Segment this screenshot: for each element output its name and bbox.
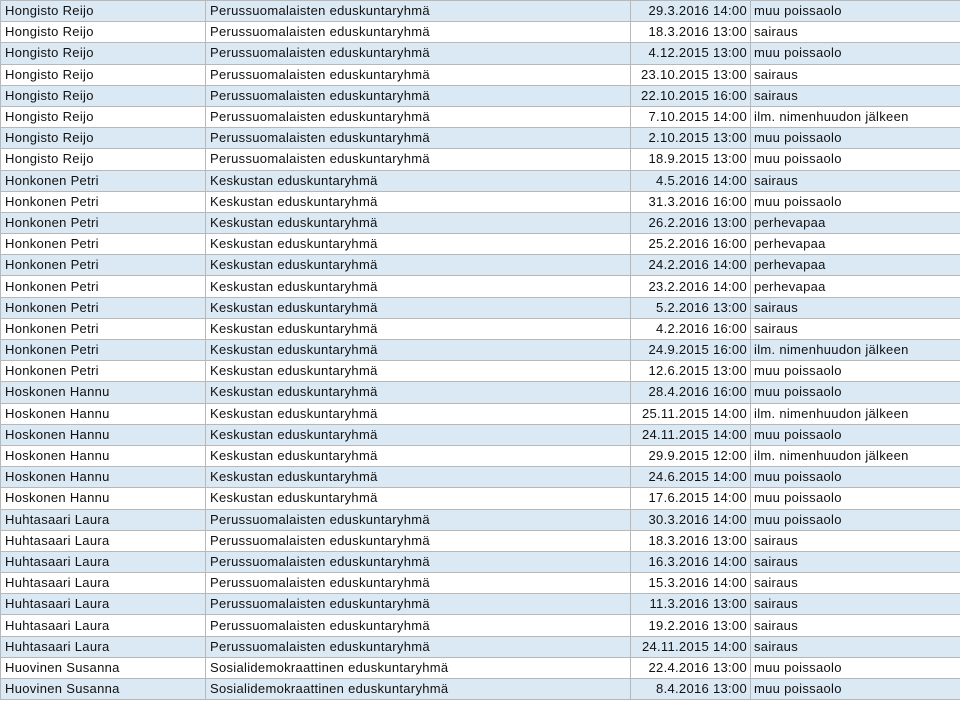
absence-datetime-cell: 19.2.2016 13:00 xyxy=(631,615,751,636)
absence-reason-cell: sairaus xyxy=(751,636,960,657)
table-row xyxy=(1,573,960,594)
member-name-cell: Huhtasaari Laura xyxy=(1,551,206,572)
table-row xyxy=(1,615,960,636)
member-name-cell: Hoskonen Hannu xyxy=(1,445,206,466)
member-name-cell: Honkonen Petri xyxy=(1,234,206,255)
absence-datetime-cell: 24.9.2015 16:00 xyxy=(631,340,751,361)
parliamentary-group-cell: Perussuomalaisten eduskuntaryhmä xyxy=(206,1,631,22)
absence-datetime-cell: 18.3.2016 13:00 xyxy=(631,22,751,43)
absence-datetime-cell: 28.4.2016 16:00 xyxy=(631,382,751,403)
absence-datetime-cell: 24.11.2015 14:00 xyxy=(631,424,751,445)
absence-datetime-cell: 11.3.2016 13:00 xyxy=(631,594,751,615)
parliamentary-group-cell: Perussuomalaisten eduskuntaryhmä xyxy=(206,128,631,149)
member-name-cell: Huhtasaari Laura xyxy=(1,573,206,594)
absence-reason-cell: muu poissaolo xyxy=(751,488,960,509)
member-name-cell: Honkonen Petri xyxy=(1,170,206,191)
parliamentary-group-cell: Perussuomalaisten eduskuntaryhmä xyxy=(206,22,631,43)
member-name-cell: Honkonen Petri xyxy=(1,297,206,318)
absence-reason-cell: sairaus xyxy=(751,318,960,339)
parliamentary-group-cell: Keskustan eduskuntaryhmä xyxy=(206,170,631,191)
table-row xyxy=(1,488,960,509)
absence-datetime-cell: 7.10.2015 14:00 xyxy=(631,106,751,127)
member-name-cell: Honkonen Petri xyxy=(1,212,206,233)
absence-datetime-cell: 24.2.2016 14:00 xyxy=(631,255,751,276)
absence-reason-cell: sairaus xyxy=(751,573,960,594)
member-name-cell: Honkonen Petri xyxy=(1,191,206,212)
parliamentary-group-cell: Keskustan eduskuntaryhmä xyxy=(206,318,631,339)
absence-datetime-cell: 15.3.2016 14:00 xyxy=(631,573,751,594)
table-row xyxy=(1,297,960,318)
absence-datetime-cell: 25.11.2015 14:00 xyxy=(631,403,751,424)
absence-reason-cell: sairaus xyxy=(751,85,960,106)
parliamentary-group-cell: Keskustan eduskuntaryhmä xyxy=(206,488,631,509)
table-row xyxy=(1,106,960,127)
table-row xyxy=(1,64,960,85)
absence-reason-cell: muu poissaolo xyxy=(751,361,960,382)
member-name-cell: Hongisto Reijo xyxy=(1,22,206,43)
table-row xyxy=(1,1,960,22)
parliamentary-group-cell: Keskustan eduskuntaryhmä xyxy=(206,361,631,382)
absence-reason-cell: ilm. nimenhuudon jälkeen xyxy=(751,106,960,127)
absence-reason-cell: ilm. nimenhuudon jälkeen xyxy=(751,403,960,424)
absence-datetime-cell: 4.12.2015 13:00 xyxy=(631,43,751,64)
member-name-cell: Hongisto Reijo xyxy=(1,64,206,85)
member-name-cell: Hoskonen Hannu xyxy=(1,382,206,403)
parliamentary-group-cell: Keskustan eduskuntaryhmä xyxy=(206,445,631,466)
parliamentary-group-cell: Keskustan eduskuntaryhmä xyxy=(206,424,631,445)
member-name-cell: Huhtasaari Laura xyxy=(1,530,206,551)
parliamentary-group-cell: Perussuomalaisten eduskuntaryhmä xyxy=(206,106,631,127)
parliamentary-group-cell: Perussuomalaisten eduskuntaryhmä xyxy=(206,509,631,530)
absence-reason-cell: muu poissaolo xyxy=(751,467,960,488)
table-row xyxy=(1,594,960,615)
table-row xyxy=(1,85,960,106)
table-row xyxy=(1,403,960,424)
table-row xyxy=(1,551,960,572)
table-row xyxy=(1,276,960,297)
parliamentary-group-cell: Keskustan eduskuntaryhmä xyxy=(206,467,631,488)
absence-datetime-cell: 18.9.2015 13:00 xyxy=(631,149,751,170)
absence-datetime-cell: 2.10.2015 13:00 xyxy=(631,128,751,149)
parliamentary-group-cell: Perussuomalaisten eduskuntaryhmä xyxy=(206,636,631,657)
member-name-cell: Hoskonen Hannu xyxy=(1,467,206,488)
table-row xyxy=(1,149,960,170)
member-name-cell: Hoskonen Hannu xyxy=(1,403,206,424)
member-name-cell: Honkonen Petri xyxy=(1,318,206,339)
absence-reason-cell: muu poissaolo xyxy=(751,128,960,149)
parliamentary-group-cell: Perussuomalaisten eduskuntaryhmä xyxy=(206,615,631,636)
absence-datetime-cell: 24.6.2015 14:00 xyxy=(631,467,751,488)
parliamentary-group-cell: Keskustan eduskuntaryhmä xyxy=(206,234,631,255)
absence-datetime-cell: 22.10.2015 16:00 xyxy=(631,85,751,106)
table-row xyxy=(1,43,960,64)
absence-datetime-cell: 31.3.2016 16:00 xyxy=(631,191,751,212)
absence-reason-cell: perhevapaa xyxy=(751,276,960,297)
absence-reason-cell: muu poissaolo xyxy=(751,657,960,678)
parliamentary-group-cell: Keskustan eduskuntaryhmä xyxy=(206,340,631,361)
member-name-cell: Huhtasaari Laura xyxy=(1,509,206,530)
absence-reason-cell: ilm. nimenhuudon jälkeen xyxy=(751,340,960,361)
table-row xyxy=(1,128,960,149)
member-name-cell: Hongisto Reijo xyxy=(1,149,206,170)
absence-reason-cell: sairaus xyxy=(751,64,960,85)
table-row xyxy=(1,191,960,212)
table-row xyxy=(1,445,960,466)
absence-datetime-cell: 23.2.2016 14:00 xyxy=(631,276,751,297)
parliamentary-group-cell: Keskustan eduskuntaryhmä xyxy=(206,276,631,297)
table-row xyxy=(1,318,960,339)
parliamentary-group-cell: Perussuomalaisten eduskuntaryhmä xyxy=(206,149,631,170)
absence-reason-cell: muu poissaolo xyxy=(751,43,960,64)
table-row xyxy=(1,340,960,361)
absence-reason-cell: muu poissaolo xyxy=(751,509,960,530)
table-row xyxy=(1,234,960,255)
absence-datetime-cell: 30.3.2016 14:00 xyxy=(631,509,751,530)
member-name-cell: Hoskonen Hannu xyxy=(1,424,206,445)
table-row xyxy=(1,382,960,403)
member-name-cell: Huovinen Susanna xyxy=(1,679,206,700)
member-name-cell: Huhtasaari Laura xyxy=(1,636,206,657)
table-row xyxy=(1,361,960,382)
parliamentary-group-cell: Keskustan eduskuntaryhmä xyxy=(206,403,631,424)
parliamentary-group-cell: Keskustan eduskuntaryhmä xyxy=(206,255,631,276)
member-name-cell: Huovinen Susanna xyxy=(1,657,206,678)
member-name-cell: Honkonen Petri xyxy=(1,276,206,297)
member-name-cell: Honkonen Petri xyxy=(1,340,206,361)
member-name-cell: Hongisto Reijo xyxy=(1,106,206,127)
table-row xyxy=(1,424,960,445)
table-row xyxy=(1,509,960,530)
absence-datetime-cell: 16.3.2016 14:00 xyxy=(631,551,751,572)
absence-reason-cell: perhevapaa xyxy=(751,255,960,276)
absence-datetime-cell: 4.2.2016 16:00 xyxy=(631,318,751,339)
absence-datetime-cell: 18.3.2016 13:00 xyxy=(631,530,751,551)
table-row xyxy=(1,657,960,678)
absence-datetime-cell: 8.4.2016 13:00 xyxy=(631,679,751,700)
absence-reason-cell: muu poissaolo xyxy=(751,424,960,445)
absence-reason-cell: sairaus xyxy=(751,551,960,572)
absence-reason-cell: sairaus xyxy=(751,170,960,191)
absence-reason-cell: sairaus xyxy=(751,530,960,551)
absence-datetime-cell: 25.2.2016 16:00 xyxy=(631,234,751,255)
table-row xyxy=(1,467,960,488)
absence-reason-cell: ilm. nimenhuudon jälkeen xyxy=(751,445,960,466)
table-row xyxy=(1,212,960,233)
absence-reason-cell: sairaus xyxy=(751,594,960,615)
absence-reason-cell: sairaus xyxy=(751,22,960,43)
member-name-cell: Hongisto Reijo xyxy=(1,1,206,22)
table-row xyxy=(1,170,960,191)
parliamentary-group-cell: Keskustan eduskuntaryhmä xyxy=(206,382,631,403)
absence-datetime-cell: 29.9.2015 12:00 xyxy=(631,445,751,466)
member-name-cell: Hongisto Reijo xyxy=(1,43,206,64)
absence-datetime-cell: 5.2.2016 13:00 xyxy=(631,297,751,318)
absence-reason-cell: perhevapaa xyxy=(751,234,960,255)
absence-datetime-cell: 17.6.2015 14:00 xyxy=(631,488,751,509)
member-name-cell: Hongisto Reijo xyxy=(1,85,206,106)
member-name-cell: Huhtasaari Laura xyxy=(1,615,206,636)
absence-datetime-cell: 29.3.2016 14:00 xyxy=(631,1,751,22)
parliamentary-group-cell: Perussuomalaisten eduskuntaryhmä xyxy=(206,573,631,594)
absence-reason-cell: muu poissaolo xyxy=(751,191,960,212)
absence-datetime-cell: 24.11.2015 14:00 xyxy=(631,636,751,657)
member-name-cell: Honkonen Petri xyxy=(1,255,206,276)
absence-reason-cell: perhevapaa xyxy=(751,212,960,233)
member-name-cell: Honkonen Petri xyxy=(1,361,206,382)
parliamentary-group-cell: Perussuomalaisten eduskuntaryhmä xyxy=(206,85,631,106)
absence-reason-cell: sairaus xyxy=(751,615,960,636)
parliamentary-group-cell: Keskustan eduskuntaryhmä xyxy=(206,191,631,212)
table-row xyxy=(1,255,960,276)
parliamentary-group-cell: Keskustan eduskuntaryhmä xyxy=(206,297,631,318)
absence-datetime-cell: 12.6.2015 13:00 xyxy=(631,361,751,382)
parliamentary-group-cell: Perussuomalaisten eduskuntaryhmä xyxy=(206,64,631,85)
absence-table-body xyxy=(1,1,960,700)
table-row xyxy=(1,679,960,700)
absence-reason-cell: muu poissaolo xyxy=(751,382,960,403)
parliamentary-group-cell: Perussuomalaisten eduskuntaryhmä xyxy=(206,594,631,615)
parliamentary-group-cell: Perussuomalaisten eduskuntaryhmä xyxy=(206,43,631,64)
member-name-cell: Huhtasaari Laura xyxy=(1,594,206,615)
parliamentary-group-cell: Perussuomalaisten eduskuntaryhmä xyxy=(206,551,631,572)
absence-datetime-cell: 4.5.2016 14:00 xyxy=(631,170,751,191)
absence-datetime-cell: 22.4.2016 13:00 xyxy=(631,657,751,678)
parliamentary-group-cell: Sosialidemokraattinen eduskuntaryhmä xyxy=(206,679,631,700)
member-name-cell: Hoskonen Hannu xyxy=(1,488,206,509)
parliamentary-group-cell: Sosialidemokraattinen eduskuntaryhmä xyxy=(206,657,631,678)
absence-datetime-cell: 26.2.2016 13:00 xyxy=(631,212,751,233)
absence-reason-cell: sairaus xyxy=(751,297,960,318)
absence-reason-cell: muu poissaolo xyxy=(751,1,960,22)
table-row xyxy=(1,22,960,43)
absence-datetime-cell: 23.10.2015 13:00 xyxy=(631,64,751,85)
table-row xyxy=(1,530,960,551)
member-name-cell: Hongisto Reijo xyxy=(1,128,206,149)
parliamentary-group-cell: Keskustan eduskuntaryhmä xyxy=(206,212,631,233)
table-row xyxy=(1,636,960,657)
absence-reason-cell: muu poissaolo xyxy=(751,149,960,170)
absence-reason-cell: muu poissaolo xyxy=(751,679,960,700)
parliamentary-group-cell: Perussuomalaisten eduskuntaryhmä xyxy=(206,530,631,551)
